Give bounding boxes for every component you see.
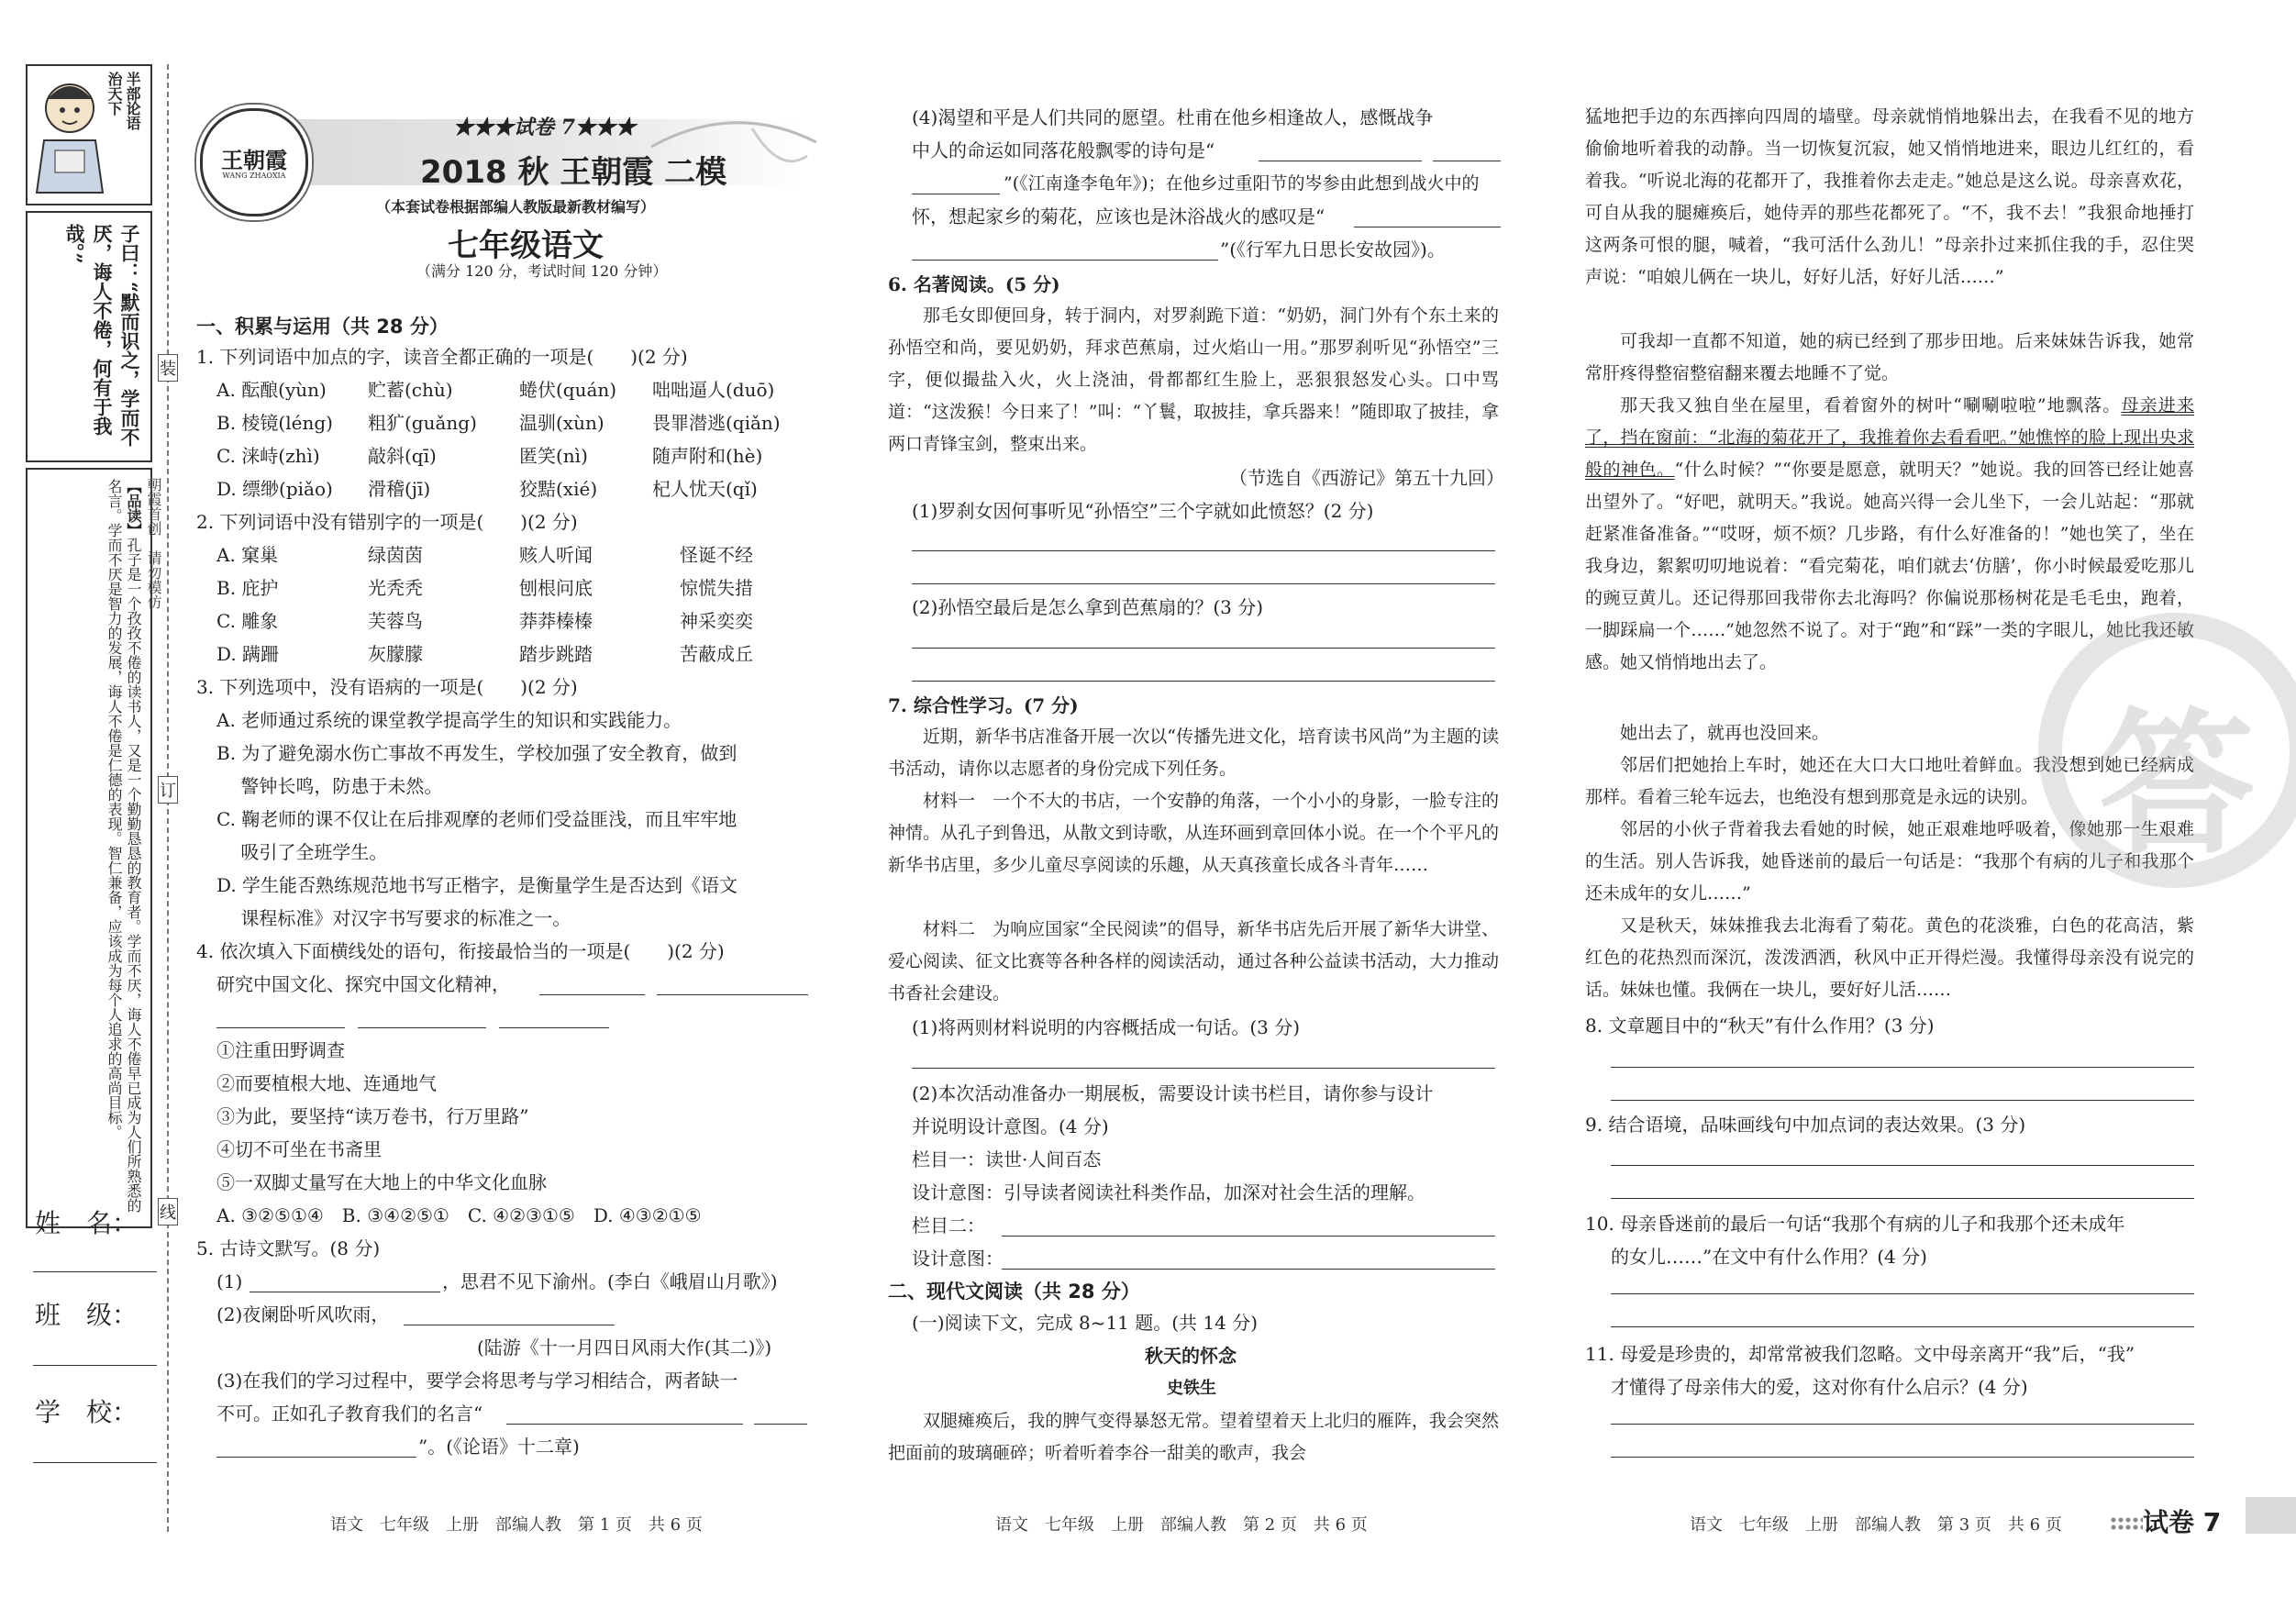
q5-3-line-3: ”。(《论语》十二章) bbox=[418, 1436, 580, 1458]
q7-material-1: 材料一 一个不大的书店，一个安静的角落，一个小小的身影，一脸专注的神情。从孔子到鲁迅，从散文到诗歌，从连环画到章回体小说。在一个个平凡的新华书店里，多少儿童尽享阅读的乐趣，从天真孩童长成各斗青年…… bbox=[888, 791, 1499, 875]
q5-3-blank-1[interactable] bbox=[506, 1424, 743, 1425]
binding-mark-3: 线 bbox=[158, 1198, 178, 1225]
q8-answer-line-1[interactable] bbox=[1611, 1067, 2194, 1068]
q5-4-line-3: ”(《江南逢李龟年》)；在他乡过重阳节的岑参由此想到战火中的 bbox=[1004, 173, 1480, 194]
q4-blank-5[interactable] bbox=[499, 1027, 609, 1028]
q5-4-line-4: ”(《行军九日思长安故园》)。 bbox=[1220, 238, 1446, 261]
reading-box bbox=[26, 468, 152, 1228]
q4-item-2: ②而要植根大地、连通地气 bbox=[216, 1072, 437, 1094]
q6-stem: 6. 名著阅读。(5 分) bbox=[888, 273, 1060, 295]
q4-item-4: ④切不可坐在书斋里 bbox=[216, 1138, 382, 1160]
q3-option-b-cont: 警钟长鸣，防患于未然。 bbox=[216, 775, 443, 797]
sub-section-1: (一)阅读下文，完成 8~11 题。(共 14 分) bbox=[912, 1312, 1259, 1334]
q3-stem: 3. 下列选项中，没有语病的一项是( )(2 分) bbox=[196, 676, 578, 698]
binding-mark-1: 装 bbox=[158, 354, 178, 382]
article-paragraph-1: 双腿瘫痪后，我的脾气变得暴怒无常。望着望着天上北归的雁阵，我会突然把面前的玻璃砸碎；听着听着李谷一甜美的歌声，我会 bbox=[888, 1411, 1499, 1463]
q7-column-2-blank[interactable] bbox=[1002, 1236, 1495, 1237]
q3-option-c: C. 鞠老师的课不仅让在后排观摩的老师们受益匪浅，而且牢牢地 bbox=[216, 808, 738, 830]
footer-page-1: 语文 七年级 上册 部编人教 第 1 页 共 6 页 bbox=[330, 1515, 703, 1535]
q10-answer-line-2[interactable] bbox=[1611, 1326, 2194, 1327]
q11-line-2: 才懂得了母亲伟大的爱，这对你有什么启示？(4 分) bbox=[1611, 1376, 2028, 1398]
q7-intent-1: 设计意图：引导读者阅读社科类作品，加深对社会生活的理解。 bbox=[912, 1181, 1425, 1203]
q10-line-2: 的女儿……”在文中有什么作用？(4 分) bbox=[1611, 1246, 1927, 1268]
article-continued: 猛地把手边的东西摔向四周的墙壁。母亲就悄悄地躲出去，在我看不见的地方偷偷地听着我的动静。当一切恢复沉寂，她又悄悄地进来，眼边儿红红的，看着我。“听说北海的花都开了，我推着你去走走。”她总是这么说。母亲喜欢花，可自从我的腿瘫痪后，她侍弄的那些花都死了。“不，我不去！”我狠命地捶打这两条可恨的腿，喊着，“我可活什么劲儿！”母亲扑过来抓住我的手，忍住哭声说：“咱娘儿俩在一块儿，好好儿活，好好儿活……” bbox=[1585, 106, 2194, 287]
section-2-title: 二、现代文阅读（共 28 分） bbox=[888, 1281, 1140, 1303]
q6-2-answer-line-2[interactable] bbox=[912, 681, 1495, 682]
q7-stem: 7. 综合性学习。(7 分) bbox=[888, 694, 1079, 716]
q6-1: (1)罗刹女因何事听见“孙悟空”三个字就如此愤怒？(2 分) bbox=[912, 500, 1374, 522]
q10-line-1: 10. 母亲昏迷前的最后一句话“我那个有病的儿子和我那个还未成年 bbox=[1585, 1213, 2125, 1235]
cartoon-box bbox=[26, 64, 152, 205]
footer-page-3: 语文 七年级 上册 部编人教 第 3 页 共 6 页 bbox=[1690, 1515, 2062, 1535]
class-field[interactable] bbox=[33, 1365, 157, 1366]
q10-answer-line-1[interactable] bbox=[1611, 1293, 2194, 1294]
q5-2-source: (陆游《十一月四日风雨大作(其二)》) bbox=[477, 1336, 772, 1359]
q2-options: A. 窠巢 绿茵茵 赅人听闻 怪诞不经 B. 庇护 光秃秃 刨根问底 惊慌失措 C. 雕象 芙蓉鸟 莽莽榛榛 神采奕奕 D. 蹒跚 灰朦朦 踏步跳踏 苦蔽成丘 bbox=[216, 544, 753, 665]
q6-2-answer-line-1[interactable] bbox=[912, 648, 1495, 649]
q4-item-5: ⑤一双脚丈量写在大地上的中华文化血脉 bbox=[216, 1171, 547, 1193]
binding-mark-2: 订 bbox=[158, 776, 178, 804]
q7-2-line-2: 并说明设计意图。(4 分) bbox=[912, 1115, 1109, 1137]
q3-option-d: D. 学生能否熟练规范地书写正楷字，是衡量学生是否达到《语文 bbox=[216, 874, 738, 896]
reading-text: 【品读】孔子是一个孜孜不倦的读书人，又是一个勤勤恳恳的教育者。学而不厌，诲人不倦早已成为人们所熟悉的名言。学而不厌是智力的发展，诲人不倦是仁德的表现。智仁兼备，应该成为每个人追求的高尚目标。 bbox=[105, 479, 142, 1213]
paragraph-3-rest: “什么时候？”“你要是愿意，就明天？”她说。我的回答已经让她喜出望外了。“好吧，就明天。”我说。她高兴得一会儿坐下，一会儿站起：“那就赶紧准备准备。”“哎呀，烦不烦？几步路，有什么好准备的！”她也笑了，坐在我身边，絮絮叨叨地说着：“看完菊花，咱们就去‘仿膳’，你小时候最爱吃那儿的豌豆黄儿。还记得那回我带你去北海吗？你偏说那杨树花是毛毛虫，跑着，一脚踩扁一个……”她忽然不说了。对于“跑”和“踩”一类的字眼儿，她比我还敏感。她又悄悄地出去了。 bbox=[1585, 460, 2194, 672]
q8-answer-line-2[interactable] bbox=[1611, 1100, 2194, 1101]
q7-intro: 近期，新华书店准备开展一次以“传播先进文化，培育读书风尚”为主题的读书活动，请你以志愿者的身份完成下列任务。 bbox=[888, 726, 1499, 779]
q11-answer-line-1[interactable] bbox=[1611, 1424, 2194, 1425]
article-paragraph-4: 她出去了，就再也没回来。 bbox=[1620, 723, 1830, 743]
edition-note: （本套试卷根据部编人教版最新教材编写） bbox=[376, 198, 656, 216]
q3-option-a: A. 老师通过系统的课堂教学提高学生的知识和实践能力。 bbox=[216, 709, 682, 731]
q1-options: A. 酝酿(yùn) 贮蓄(chù) 蜷伏(quán) 咄咄逼人(duō) B. 棱镜(léng) 粗犷(guǎng) 温驯(xùn) 畏罪潜逃(qiǎn) C. 涞峙(zhì) 敲斜(qī) 匿笑(nì) 随声附和(hè) D. 缥缈(piǎo) 滑稽(jī) 狡黠(xié) 杞人忧天(qǐ) bbox=[216, 379, 781, 500]
exam-title: 2018 秋 王朝霞 二模 bbox=[420, 154, 727, 191]
footer-page-2: 语文 七年级 上册 部编人教 第 2 页 共 6 页 bbox=[995, 1515, 1368, 1535]
q6-passage: 那毛女即便回身，转于洞内，对罗刹跪下道：“奶奶，洞门外有个东土来的孙悟空和尚，要见奶奶，拜求芭蕉扇，过火焰山一用。”那罗刹听见“孙悟空”三字，便似撮盐入火，火上浇油，骨都都红生脸上，恶狠狠怒发心头。口中骂道：“这泼猴！今日来了！”叫：“丫鬟，取披挂，拿兵器来！”随即取了披挂，拿两口青锋宝剑，整束出来。 bbox=[888, 305, 1499, 454]
q11-answer-line-2[interactable] bbox=[1611, 1457, 2194, 1458]
cartoon-caption: 半部论语 治天下 bbox=[105, 72, 141, 130]
underlined-sentence: 母亲进来了，挡在窗前：“北海的菊花开了，我推着你去看看吧。”她憔悴的脸上现出央求般的神色。 bbox=[1585, 395, 2194, 480]
quote-box bbox=[26, 211, 152, 462]
score-note: （满分 120 分，考试时间 120 分钟） bbox=[416, 262, 668, 280]
q4-blank-4[interactable] bbox=[358, 1027, 486, 1028]
confucius-quote: 子曰：“默而识之，学而不厌，诲人不倦，何有于我哉。” bbox=[63, 224, 141, 448]
q5-1-suffix: ，思君不见下渝州。(李白《峨眉山月歌》) bbox=[442, 1270, 778, 1292]
q2-stem: 2. 下列词语中没有错别字的一项是( )(2 分) bbox=[196, 511, 578, 533]
q5-4-blank-5[interactable] bbox=[912, 260, 1218, 261]
name-label: 姓 名： bbox=[35, 1208, 139, 1238]
article-paragraph-2: 可我却一直都不知道，她的病已经到了那步田地。后来妹妹告诉我，她常常肝疼得整宿整宿翻来覆去地睡不了觉。 bbox=[1585, 331, 2194, 383]
logo-text: 王朝霞 bbox=[221, 147, 287, 173]
q7-2-line-1: (2)本次活动准备办一期展板，需要设计读书栏目，请你参与设计 bbox=[912, 1082, 1434, 1104]
q11-line-1: 11. 母爱是珍贵的，却常常被我们忽略。文中母亲离开“我”后，“我” bbox=[1585, 1343, 2135, 1365]
q4-lead: 研究中国文化、探究中国文化精神， bbox=[216, 973, 510, 995]
q3-option-c-cont: 吸引了全班学生。 bbox=[216, 841, 388, 863]
article-paragraph-5: 邻居们把她抬上车时，她还在大口大口地吐着鲜血。我没想到她已经病成那样。看着三轮车远去，也绝没有想到那竟是永远的诀别。 bbox=[1585, 755, 2194, 807]
article-title: 秋天的怀念 bbox=[1145, 1345, 1237, 1367]
logo-sub: WANG ZHAOXIA bbox=[222, 172, 286, 180]
q5-4-line-2: 中人的命运如同落花般飘零的诗句是“ bbox=[912, 139, 1215, 161]
watermark-seal bbox=[2038, 613, 2296, 888]
article-author: 史铁生 bbox=[1167, 1379, 1216, 1398]
q5-3-line-1: (3)在我们的学习过程中，要学会将思考与学习相结合，两者缺一 bbox=[216, 1370, 738, 1392]
q5-1-prefix: (1) bbox=[216, 1270, 243, 1292]
class-label: 班 级： bbox=[35, 1300, 139, 1330]
vertical-note: 朝霞首创 请勿模仿 bbox=[145, 477, 162, 609]
q4-blank-2[interactable] bbox=[657, 994, 808, 995]
q9-stem: 9. 结合语境，品味画线句中加点词的表达效果。(3 分) bbox=[1585, 1114, 2026, 1136]
q5-4-line-1: (4)渴望和平是人们共同的愿望。杜甫在他乡相逢故人，感慨战争 bbox=[912, 106, 1434, 128]
q4-stem: 4. 依次填入下面横线处的语句，衔接最恰当的一项是( )(2 分) bbox=[196, 940, 725, 962]
q6-1-answer-line-1[interactable] bbox=[912, 550, 1495, 551]
q5-4-line-3b: 怀，想起家乡的菊花，应该也是沐浴战火的感叹是“ bbox=[912, 205, 1325, 227]
subject-title: 七年级语文 bbox=[448, 227, 604, 264]
q4-item-3: ③为此，要坚持“读万卷书，行万里路” bbox=[216, 1105, 529, 1127]
q1-stem: 1. 下列词语中加点的字，读音全都正确的一项是( )(2 分) bbox=[196, 346, 688, 368]
article-paragraph-6: 邻居的小伙子背着我去看她的时候，她正艰难地呼吸着，像她那一生艰难的生活。别人告诉我，她昏迷前的最后一句话是：“我那个有病的儿子和我那个还未成年的女儿……” bbox=[1585, 819, 2194, 904]
corner-dots-icon bbox=[2110, 1516, 2143, 1531]
q3-option-b: B. 为了避免溺水伤亡事故不再发生，学校加强了安全教育，做到 bbox=[216, 742, 738, 764]
q8-stem: 8. 文章题目中的“秋天”有什么作用？(3 分) bbox=[1585, 1015, 1935, 1037]
q4-blank-3[interactable] bbox=[216, 1027, 345, 1028]
school-field[interactable] bbox=[33, 1462, 157, 1463]
q4-item-1: ①注重田野调查 bbox=[216, 1039, 345, 1061]
confucius-cartoon-icon bbox=[31, 72, 114, 200]
name-field[interactable] bbox=[33, 1271, 157, 1272]
paragraph-3-opening: 那天我又独自坐在屋里，看着窗外的树叶“唰唰啦啦”地飘落。 bbox=[1620, 395, 2122, 416]
article-paragraph-7: 又是秋天，妹妹推我去北海看了菊花。黄色的花淡雅，白色的花高洁，紫红色的花热烈而深沉，泼泼洒洒，秋风中正开得烂漫。我懂得母亲没有说完的话。妹妹也懂。我俩在一块儿，要好好儿活…… bbox=[1585, 915, 2194, 1000]
q7-1-answer-line[interactable] bbox=[912, 1068, 1495, 1069]
q7-material-2: 材料二 为响应国家“全民阅读”的倡导，新华书店先后开展了新华大讲堂、爱心阅读、征文比赛等各种各样的阅读活动，通过各种公益读书活动，大力推动书香社会建设。 bbox=[888, 919, 1499, 1004]
section-1-title: 一、积累与运用（共 28 分） bbox=[196, 316, 449, 338]
corner-tab bbox=[2246, 1497, 2296, 1534]
paper-number: ★★★试卷 7★★★ bbox=[453, 116, 636, 139]
q4-options: A. ③②⑤①④ B. ③④②⑤① C. ④②③①⑤ D. ④③②①⑤ bbox=[216, 1204, 702, 1226]
q7-column-2-label: 栏目二： bbox=[912, 1214, 985, 1237]
q5-3-blank-2[interactable] bbox=[754, 1424, 807, 1425]
q5-3-line-2: 不可。正如孔子教育我们的名言“ bbox=[216, 1403, 483, 1425]
q7-column-1: 栏目一：读世·人间百态 bbox=[912, 1148, 1102, 1170]
sidebar bbox=[26, 64, 154, 1213]
q7-1: (1)将两则材料说明的内容概括成一句话。(3 分) bbox=[912, 1016, 1301, 1038]
q4-blank-1[interactable] bbox=[539, 994, 645, 995]
q7-intent-2-blank[interactable] bbox=[1002, 1269, 1495, 1270]
q6-2: (2)孙悟空最后是怎么拿到芭蕉扇的？(3 分) bbox=[912, 596, 1264, 618]
corner-label: 试卷 7 bbox=[2143, 1507, 2222, 1537]
school-label: 学 校： bbox=[35, 1397, 139, 1427]
q5-stem: 5. 古诗文默写。(8 分) bbox=[196, 1237, 381, 1259]
q5-2-text: (2)夜阑卧听风吹雨， bbox=[216, 1303, 390, 1325]
q3-option-d-cont: 课程标准》对汉字书写要求的标准之一。 bbox=[216, 907, 571, 929]
logo-badge bbox=[200, 108, 308, 216]
q6-1-answer-line-2[interactable] bbox=[912, 583, 1495, 584]
q5-3-blank-3[interactable] bbox=[216, 1457, 416, 1458]
watermark-glyph: 答 bbox=[2099, 694, 2256, 876]
q9-answer-line-2[interactable] bbox=[1611, 1198, 2194, 1199]
q9-answer-line-1[interactable] bbox=[1611, 1165, 2194, 1166]
q7-intent-2-label: 设计意图： bbox=[912, 1248, 1004, 1270]
q6-source: （节选自《西游记》第五十九回） bbox=[1229, 467, 1504, 489]
